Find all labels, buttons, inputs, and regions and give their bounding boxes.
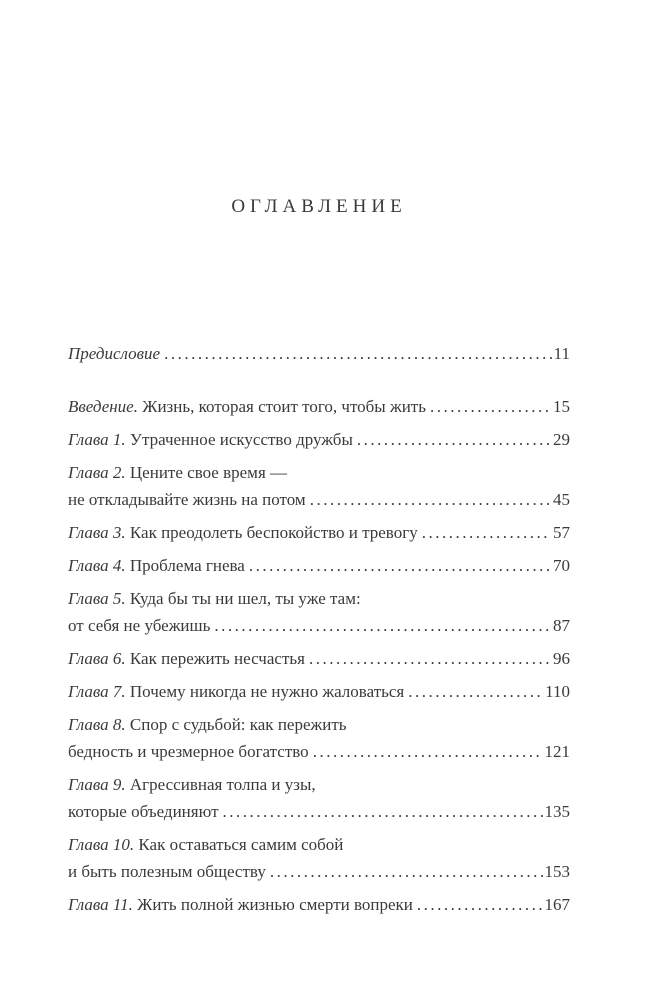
- entry-title: Глава 5. Куда бы ты ни шел, ты уже там:: [68, 589, 361, 608]
- entry-label: Глава 5.: [68, 589, 126, 608]
- toc-entry-line: [68, 798, 570, 825]
- dot-leader: [164, 340, 552, 367]
- dot-leader: [223, 798, 543, 825]
- toc-entry: [68, 459, 570, 513]
- toc-entry: [68, 771, 570, 825]
- page-number: 121: [544, 742, 570, 761]
- dot-leader: [357, 426, 551, 453]
- entry-title: Глава 6. Как пережить несчастья: [68, 649, 305, 668]
- dot-leader: [422, 519, 551, 546]
- page-number: 57: [553, 523, 570, 542]
- entry-title: Глава 8. Спор с судьбой: как пережить: [68, 715, 347, 734]
- entry-title: Глава 4. Проблема гнева: [68, 556, 245, 575]
- dot-leader: [408, 678, 543, 705]
- toc-entry-line: [68, 771, 570, 798]
- toc-entry: [68, 645, 570, 672]
- toc-entry-line: [68, 393, 570, 420]
- entry-label: Глава 3.: [68, 523, 126, 542]
- toc-entry: [68, 519, 570, 546]
- toc-entry-line: [68, 612, 570, 639]
- entry-title: Глава 7. Почему никогда не нужно жаловаться: [68, 682, 405, 701]
- page-number: 70: [553, 556, 570, 575]
- entry-label: Глава 10.: [68, 835, 135, 854]
- dot-leader: [249, 552, 551, 579]
- toc-entry: [68, 678, 570, 705]
- toc-entry-line: [68, 519, 570, 546]
- toc-entry: [68, 831, 570, 885]
- toc-entry-line: [68, 552, 570, 579]
- page-number: 11: [553, 344, 570, 363]
- toc-entry: [68, 891, 570, 918]
- entry-title-continued: и быть полезным обществу: [68, 862, 266, 881]
- entry-label: Глава 7.: [68, 682, 126, 701]
- page-number: 45: [553, 490, 570, 509]
- entry-label: Глава 4.: [68, 556, 126, 575]
- entry-label: Глава 8.: [68, 715, 126, 734]
- toc-entry-line: [68, 831, 570, 858]
- toc-entry-line: [68, 891, 570, 918]
- page-number: 87: [553, 616, 570, 635]
- page-number: 167: [544, 895, 570, 914]
- toc-entry-line: [68, 486, 570, 513]
- entry-label: Предисловие: [68, 344, 161, 363]
- dot-leader: [214, 612, 551, 639]
- toc-entry: [68, 393, 570, 420]
- dot-leader: [417, 891, 543, 918]
- toc-entry-line: [68, 585, 570, 612]
- entry-label: Введение.: [68, 397, 138, 416]
- dot-leader: [313, 738, 543, 765]
- toc-entry-line: [68, 738, 570, 765]
- toc-entry: [68, 711, 570, 765]
- entry-title: Глава 9. Агрессивная толпа и узы,: [68, 775, 316, 794]
- entry-title: Глава 3. Как преодолеть беспокойство и тревогу: [68, 523, 418, 542]
- toc-entry: [68, 340, 570, 367]
- entry-title: Введение. Жизнь, которая стоит того, чтобы жить: [68, 397, 426, 416]
- toc-entry: [68, 426, 570, 453]
- entry-label: Глава 11.: [68, 895, 133, 914]
- entry-title-continued: бедность и чрезмерное богатство: [68, 742, 309, 761]
- toc-list: [68, 340, 570, 918]
- toc-entry-line: [68, 645, 570, 672]
- toc-entry-line: [68, 711, 570, 738]
- toc-entry: [68, 585, 570, 639]
- entry-title: [68, 340, 160, 367]
- entry-title: Глава 11. Жить полной жизнью смерти вопреки: [68, 895, 413, 914]
- page-number: 135: [544, 802, 570, 821]
- entry-title: Глава 10. Как оставаться самим собой: [68, 835, 344, 854]
- entry-title: Глава 1. Утраченное искусство дружбы: [68, 430, 353, 449]
- entry-label: Глава 6.: [68, 649, 126, 668]
- page-number: 153: [544, 862, 570, 881]
- toc-entry-line: [68, 426, 570, 453]
- dot-leader: [430, 393, 551, 420]
- page-number: 29: [553, 430, 570, 449]
- page-number: 96: [553, 649, 570, 668]
- entry-title: Глава 2. Цените свое время —: [68, 463, 288, 482]
- toc-entry-line: [68, 858, 570, 885]
- toc-entry-line: [68, 340, 570, 367]
- page-number: 110: [545, 682, 570, 701]
- entry-label: Глава 2.: [68, 463, 126, 482]
- entry-title-continued: не откладывайте жизнь на потом: [68, 490, 306, 509]
- entry-label: Глава 1.: [68, 430, 126, 449]
- toc-entry-line: [68, 678, 570, 705]
- entry-title-continued: от себя не убежишь: [68, 616, 211, 635]
- dot-leader: [310, 486, 551, 513]
- toc-entry: [68, 552, 570, 579]
- dot-leader: [309, 645, 551, 672]
- toc-entry-line: [68, 459, 570, 486]
- page-title: ОГЛАВЛЕНИЕ: [231, 196, 407, 217]
- entry-title-continued: которые объединяют: [68, 802, 219, 821]
- page-number: 15: [553, 397, 570, 416]
- entry-label: Глава 9.: [68, 775, 126, 794]
- dot-leader: [270, 858, 543, 885]
